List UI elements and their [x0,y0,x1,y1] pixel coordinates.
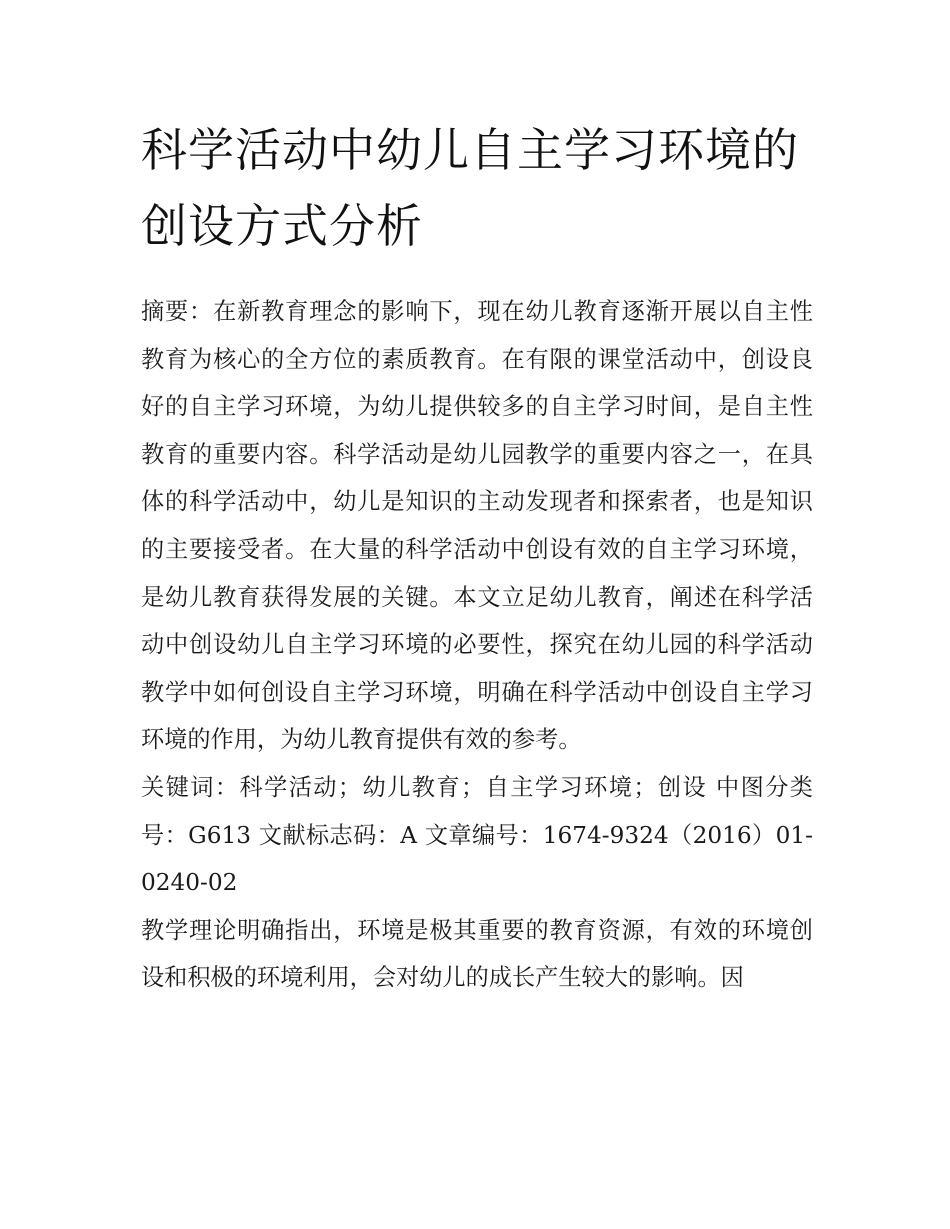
document-content [141,112,813,1002]
page-title: 科学活动中幼儿自主学习环境的创设方式分析 [141,123,799,253]
body-paragraph: 教学理论明确指出，环境是极其重要的教育资源，有效的环境创设和积极的环境利用，会对幼儿的成长产生较大的影响。因 [141,916,813,992]
keywords-paragraph: 关键词：科学活动；幼儿教育；自主学习环境；创设 中图分类号：G613 文献标志码：A 文章编号：1674-9324（2016）01-0240-02 [141,773,813,897]
abstract-paragraph: 摘要：在新教育理念的影响下，现在幼儿教育逐渐开展以自主性教育为核心的全方位的素质教育。在有限的课堂活动中，创设良好的自主学习环境，为幼儿提供较多的自主学习时间，是自主性教育的重要内容。科学活动是幼儿园教学的重要内容之一，在具体的科学活动中，幼儿是知识的主动发现者和探索者，也是知识的主要接受者。在大量的科学活动中创设有效的自主学习环境，是幼儿教育获得发展的关键。本文立足幼儿教育，阐述在科学活动中创设幼儿自主学习环境的必要性，探究在幼儿园的科学活动教学中如何创设自主学习环境，明确在科学活动中创设自主学习环境的作用，为幼儿教育提供有效的参考。 [141,298,813,754]
